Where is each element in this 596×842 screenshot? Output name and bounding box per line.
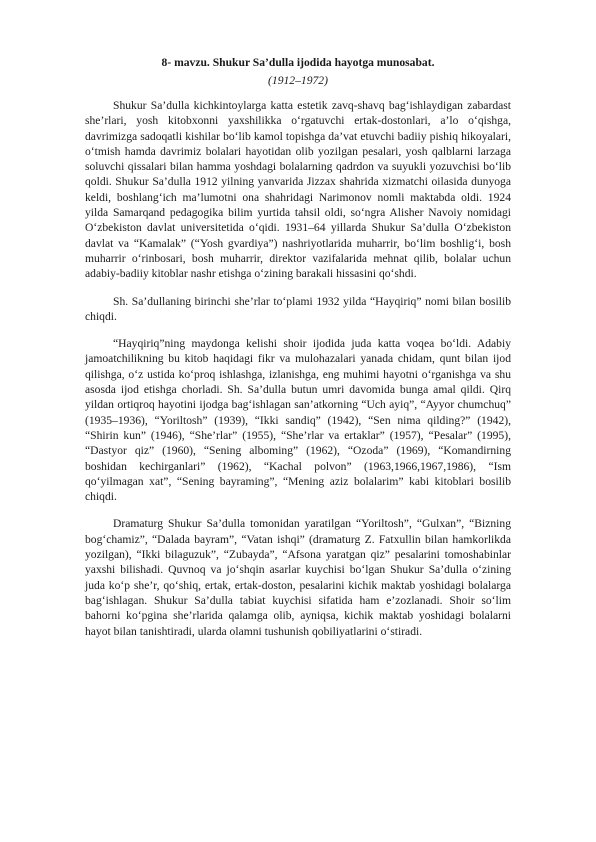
document-page (85, 55, 511, 651)
lesson-years: (1912–1972) (268, 74, 328, 87)
paragraph-hayqiriq: “Hayqiriq”ning maydonga kelishi shoir ijodida juda katta voqea bo‘ldi. Adabiy jamoatchilikning bu kitob haqidagi fikr va mulohazalari yanada chidam, qunt bilan ijod qilishga, o‘z ustida ko‘proq ishlashga, izlanishga, eng muhimi hayotni o‘rganishga va shu asosda ijod etishga chorladi. Sh. Sa’dulla butun umri davomida bunga amal qildi. Qirq yildan ortiqroq hayotini ijodga bag‘ishlagan san’atkorning “Uch ayiq”, “Ayyor chumchuq” (1935–1936), “Yoriltosh” (1939), “Ikki sandiq” (1942), “Sen nima qilding?” (1942), “Shirin kun” (1946), “She’rlar” (1955), “She’rlar va ertaklar” (1957), “Pesalar” (1995), “Dastyor qiz” (1960), “Sening alboming” (1962), “Ozoda” (1969), “Komandirning boshidan kechirganlari” (1962), “Kachal polvon” (1963,1966,1967,1986), “Ism qo‘yilmagan xat”, “Sening bayraming”, “Mening aziz bolalarim” kabi kitoblari bosilib chiqdi. (85, 337, 511, 504)
lesson-title: 8- mavzu. Shukur Sa’dulla ijodida hayotga munosabat. (161, 56, 435, 69)
paragraph-biography: Shukur Sa’dulla kichkintoylarga katta estetik zavq-shavq bag‘ishlaydigan zabardast she’rlari, yosh kitobxonni yaxshilikka o‘rgatuvchi ertak-dostonlari, a’lo o‘qishga, davrimizga sadoqatli kishilar bo‘lib kamol topishga da’vat etuvchi badiiy pishiq hikoyalari, o‘tmish hamda davrimiz bolalari hayotidan olib yozilgan pesalari, yosh qalblarni larzaga soluvchi qissalari bilan hamma yoshdagi bolalarning qadrdon va suyukli yozuvchisi bo‘lib qoldi. Shukur Sa’dulla 1912 yilning yanvarida Jizzax shahrida xizmatchi oilasida dunyoga keldi, boshlang‘ich ma’lumotni ona shahridagi Narimonov nomli maktabda oldi. 1924 yilda Samarqand pedagogika bilim yurtida tahsil oldi, so‘ngra Alisher Navoiy nomidagi O‘zbekiston davlat universitetida o‘qidi. 1931–64 yillarda Shukur Sa’dulla O‘zbekiston davlat va “Kamalak” (“Yosh gvardiya”) nashriyotlarida muharrir, bo‘lim boshlig‘i, bosh muharrir o‘rinbosari, bosh muharrir, direktor vazifalarida mehnat qilib, bolalar uchun adabiy-badiiy kitoblar nashr etishga o‘zining barakali hissasini qo‘shdi. (85, 99, 511, 281)
paragraph-dramaturgy: Dramaturg Shukur Sa’dulla tomonidan yaratilgan “Yoriltosh”, “Gulxan”, “Bizning bog‘chamiz”, “Dalada bayram”, “Vatan ishqi” (dramaturg Z. Fatxullin bilan hamkorlikda yozilgan), “Ikki bilaguzuk”, “Zubayda”, “Afsona yaratgan qiz” pesalarini tomoshabinlar yaxshi bilishadi. Quvnoq va jo‘shqin asarlar kuychisi bo‘lgan Shukur Sa’dulla o‘zining juda ko‘p she’r, qo‘shiq, ertak, ertak-doston, pesalarini kichik maktab yoshidagi bolalarga bag‘ishlagan. Shukur Sa’dulla tabiat kuychisi sifatida ham e’zozlanadi. Shoir so‘lim bahorni ko‘pgina she’rlarida qalamga olib, ayniqsa, kichik maktab yoshidagi bolalarni hayot bilan tanishtiradi, ularda olamni tushunish qobiliyatlarini o‘stiradi. (85, 517, 511, 638)
paragraph-first-collection: Sh. Sa’dullaning birinchi she’rlar to‘plami 1932 yilda “Hayqiriq” nomi bilan bosilib chiqdi. (85, 294, 511, 323)
